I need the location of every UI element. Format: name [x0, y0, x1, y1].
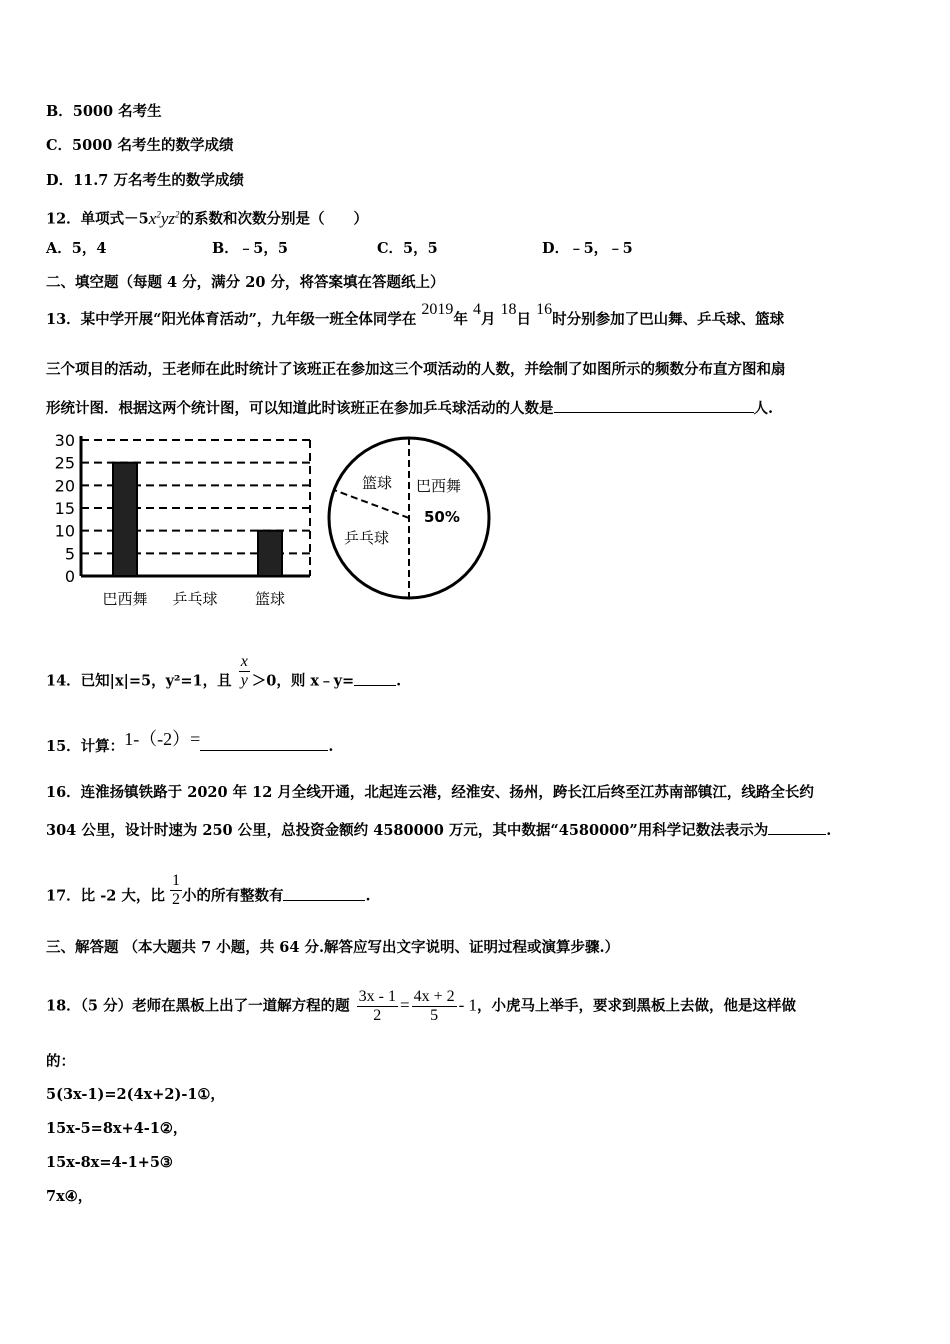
pie-label-basketball: 篮球	[362, 474, 393, 492]
q12-options	[46, 239, 633, 259]
q18-stem: 18．（5 分）老师在黑板上出了一道解方程的题 $\frac{3x - 1}{2}$ = $\frac{4x + 2}{5}$ - 1，小虎马上举手，要求到黑板上去做，他是这样做	[46, 988, 797, 1024]
y-tick-label-30: 30	[55, 431, 75, 450]
q18-de: 的：	[46, 1053, 75, 1070]
q13-line-2: 三个项目的活动，王老师在此时统计了该班正在参加这三个项活动的人数，并绘制了如图所示的频数分布直方图和扇	[46, 361, 786, 378]
q13-line-1: 13．某中学开展“阳光体育活动”，九年级一班全体同学在 2019年 4月 18日 16时分别参加了巴山舞、乒乓球、篮球	[46, 301, 785, 328]
q14-answer-blank	[354, 671, 396, 686]
q16-line-1: 16．连淮扬镇铁路于 2020 年 12 月全线开通，北起连云港，经淮安、扬州，跨长江后终至江苏南部镇江，线路全长约	[46, 784, 814, 801]
q14: 14．已知|x|=5，y²=1，且 $\frac{x}{y}$ ＞0，则 x﹣y= .	[46, 653, 402, 690]
pie-percent-label: 50%	[424, 508, 460, 526]
pie-label-brazil-dance: 巴西舞	[416, 477, 462, 495]
y-tick-label-0: 0	[64, 567, 75, 586]
pie-label-pingpong: 乒乓球	[344, 529, 390, 547]
y-tick-label-10: 10	[55, 521, 75, 541]
q16-answer-blank	[768, 820, 826, 835]
q18-step-4: 7x④，	[46, 1188, 93, 1205]
q11-option-d: D．11.7 万名考生的数学成绩	[46, 172, 244, 189]
q16-line-2: 304 公里，设计时速为 250 公里，总投资金额约 4580000 万元，其中数据“4580000”用科学记数法表示为 .	[46, 822, 832, 839]
q17-answer-blank	[283, 886, 365, 901]
q18-step-3: 15x-8x=4-1+5③	[46, 1154, 173, 1171]
section-3-heading: 三、解答题 （本大题共 7 小题，共 64 分.解答应写出文字说明、证明过程或演算步骤.）	[46, 939, 620, 956]
q18-step-1: 5(3x-1)=2(4x+2)-1①，	[46, 1086, 225, 1103]
x-category-label-篮球: 篮球	[254, 590, 286, 608]
x-category-label-巴西舞: 巴西舞	[102, 590, 148, 608]
sector-chart	[322, 428, 497, 608]
q12-option-d: D．﹣5，﹣5	[542, 240, 633, 257]
y-tick-label-20: 20	[55, 476, 75, 496]
q11-option-c: C．5000 名考生的数学成绩	[46, 137, 234, 154]
q17: 17．比 -2 大，比 $\frac{1}{2}$ 小的所有整数有 .	[46, 872, 371, 908]
x-category-label-乒乓球: 乒乓球	[172, 590, 218, 608]
q13-answer-blank	[554, 398, 754, 413]
q12-option-a: A．5，4	[46, 240, 107, 257]
q12-option-c: C．5，5	[377, 240, 438, 257]
q12-option-b: B．﹣5，5	[212, 240, 288, 257]
bar-巴西舞	[113, 463, 137, 576]
y-tick-label-25: 25	[55, 453, 75, 473]
q15-answer-blank	[200, 736, 328, 751]
q11-option-b: B．5000 名考生	[46, 103, 162, 120]
q12-stem: 12．单项式$-5x^2yz^2$的系数和次数分别是（ ）	[46, 208, 368, 228]
q13-line-3: 形统计图．根据这两个统计图，可以知道此时该班正在参加乒乓球活动的人数是 人.	[46, 400, 774, 417]
frequency-histogram	[55, 428, 320, 613]
q18-step-2: 15x-5=8x+4-1②，	[46, 1120, 188, 1137]
bar-篮球	[258, 531, 282, 576]
y-tick-label-15: 15	[55, 499, 75, 518]
q15: 15．计算：1-（-2）= .	[46, 729, 334, 755]
section-2-heading: 二、填空题（每题 4 分，满分 20 分，将答案填在答题纸上）	[46, 274, 445, 291]
y-tick-label-5: 5	[64, 544, 75, 564]
